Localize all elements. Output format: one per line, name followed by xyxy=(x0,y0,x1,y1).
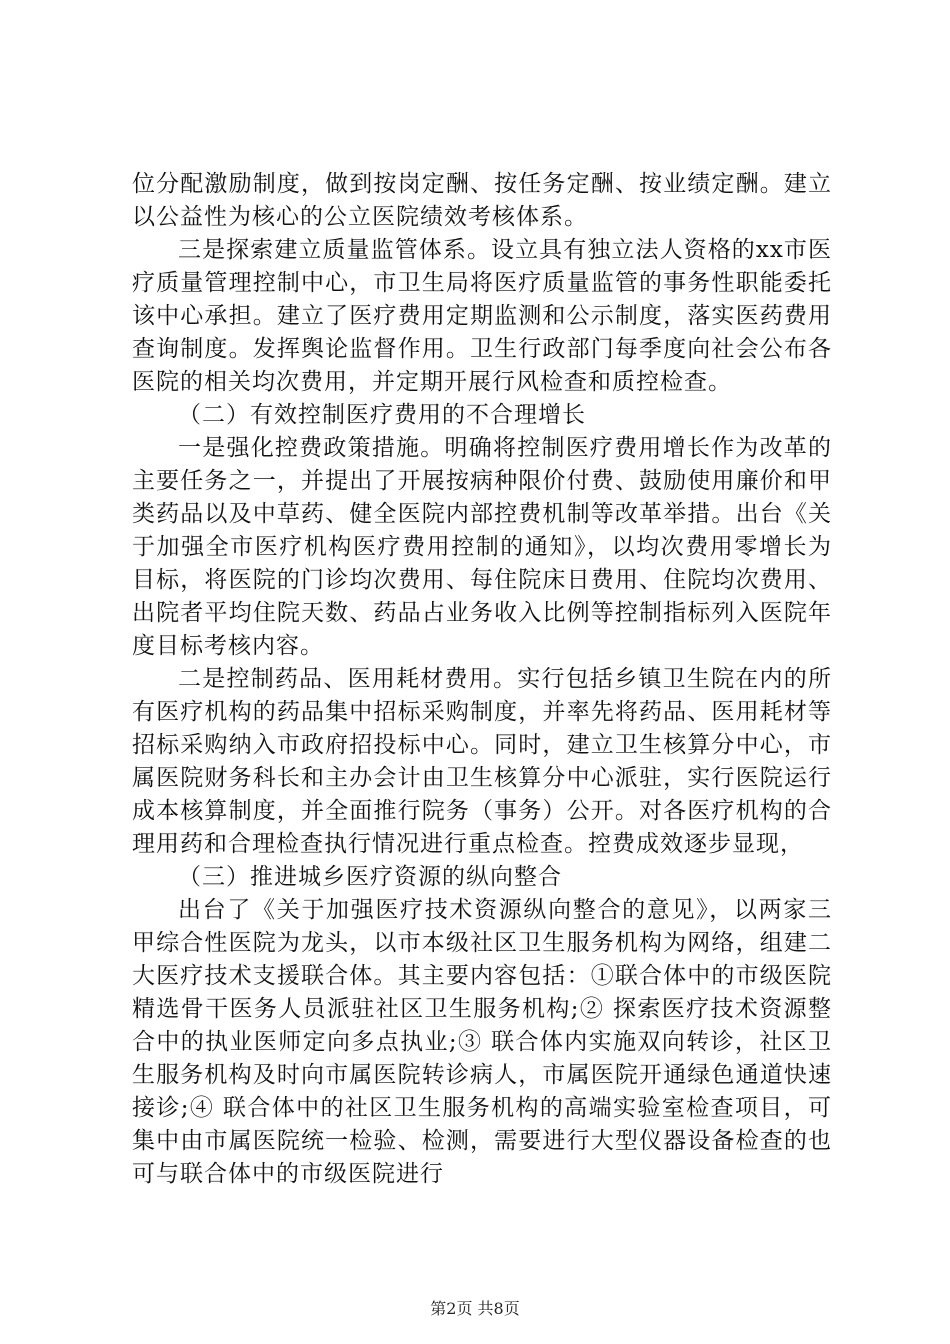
page-footer: 第2页 共8页 xyxy=(430,1299,520,1318)
paragraph-drug-cost-control: 二是控制药品、医用耗材费用。实行包括乡镇卫生院在内的所有医疗机构的药品集中招标采购制度，并率先将药品、医用耗材等招标采购纳入市政府招投标中心。同时，建立卫生核算分中心，市属医院财务科长和主办会计由卫生核算分中心派驻，实行医院运行成本核算制度，并全面推行院务（事务）公开。对各医疗机构的合理用药和合理检查执行情况进行重点检查。控费成效逐步显现， xyxy=(132,666,832,857)
section-heading-cost-control: （二）有效控制医疗费用的不合理增长 xyxy=(178,402,586,428)
paragraph-incentive-system: 位分配激励制度，做到按岗定酬、按任务定酬、按业绩定酬。建立以公益性为核心的公立医院绩效考核体系。 xyxy=(132,171,832,230)
paragraph-resource-integration: 出台了《关于加强医疗技术资源纵向整合的意见》，以两家三甲综合性医院为龙头，以市本级社区卫生服务机构为网络，组建二大医疗技术支援联合体。其主要内容包括：①联合体中的市级医院精选骨干医务人员派驻社区卫生服务机构;② 探索医疗技术资源整合中的执业医师定向多点执业;③ 联合体内实施双向转诊，社区卫生服务机构及时向市属医院转诊病人，市属医院开通绿色通道快速接诊;④ 联合体中的社区卫生服务机构的高端实验室检查项目，可集中由市属医院统一检验、检测，需要进行大型仪器设备检查的也可与联合体中的市级医院进行 xyxy=(132,897,832,1187)
document-body xyxy=(132,168,832,1191)
section-heading-resource-integration: （三）推进城乡医疗资源的纵向整合 xyxy=(178,864,562,890)
paragraph-quality-supervision: 三是探索建立质量监管体系。设立具有独立法人资格的xx市医疗质量管理控制中心，市卫生局将医疗质量监管的事务性职能委托该中心承担。建立了医疗费用定期监测和公示制度，落实医药费用查询制度。发挥舆论监督作用。卫生行政部门每季度向社会公布各医院的相关均次费用，并定期开展行风检查和质控检查。 xyxy=(132,237,832,395)
paragraph-cost-control-policy: 一是强化控费政策措施。明确将控制医疗费用增长作为改革的主要任务之一，并提出了开展按病种限价付费、鼓励使用廉价和甲类药品以及中草药、健全医院内部控费机制等改革举措。出台《关于加强全市医疗机构医疗费用控制的通知》，以均次费用零增长为目标，将医院的门诊均次费用、每住院床日费用、住院均次费用、出院者平均住院天数、药品占业务收入比例等控制指标列入医院年度目标考核内容。 xyxy=(132,435,832,659)
